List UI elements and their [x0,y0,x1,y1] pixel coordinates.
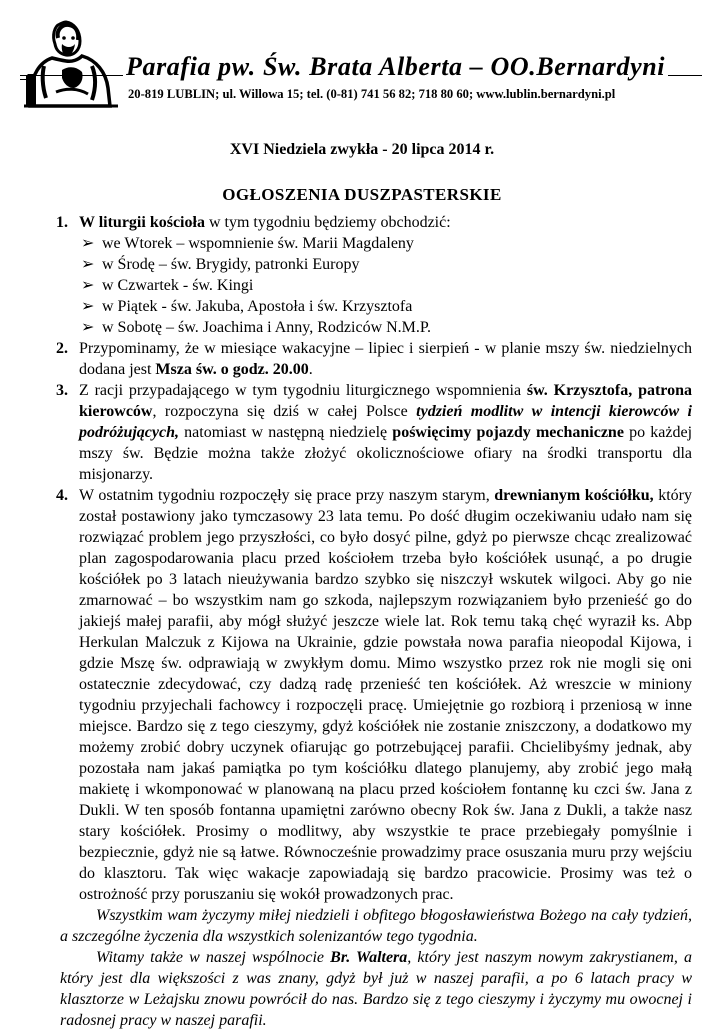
item-2-text-end: . [308,361,313,378]
announcements-title: OGŁOSZENIA DUSZPASTERSKIE [222,185,502,204]
parish-title: Parafia pw. Św. Brata Alberta – OO.Bernardyni [123,52,668,82]
feast-text: w Piątek - św. Jakuba, Apostoła i św. Krzysztofa [102,298,413,315]
item-3-prayer-week: tydzień modlitw w intencji kierowców i podróżujących, [79,403,692,441]
feast-text: we Wtorek – wspomnienie św. Marii Magdaleny [102,235,414,252]
arrow-bullet-icon: ➢ [81,277,95,294]
feast-list-item [60,317,692,338]
item-2-text: Przypominamy, że w miesiące wakacyjne – lipiec i sierpień - w planie mszy św. niedzielnych dodana jest [79,340,692,378]
letterhead [0,0,724,112]
feast-text: w Środę – św. Brygidy, patronki Europy [102,256,360,273]
item-1-lead: W liturgii kościoła [79,214,205,231]
item-3-text: , rozpoczyna się dziś w całej Polsce [152,403,417,420]
feast-list-item [60,296,692,317]
announcement-item-4 [56,485,693,905]
item-number: 1. [56,214,68,231]
feast-list-item [60,233,692,254]
item-3-text: po każdej mszy św. Będzie można także złożyć okolicznościowe ofiary na środki transportu dla misjonarzy. [79,424,693,483]
announcement-item-2 [56,338,692,380]
sunday-date-heading: XVI Niedziela zwykła - 20 lipca 2014 r. [229,141,495,158]
arrow-bullet-icon: ➢ [81,319,95,336]
item-1-text: w tym tygodniu będziemy obchodzić: [204,214,451,231]
item-3-saint: św. Krzysztofa, patrona kierowców [79,382,693,420]
announcements-body [56,212,693,1031]
closing-wishes: Wszystkim wam życzymy miłej niedzieli i obfitego błogosławieństwa Bożego na cały tydzień, a szczególne życzenia dla wszystkich solenizantów tego tygodnia. [60,907,692,945]
welcome-brother-name: Br. Waltera [330,949,408,966]
item-number: 4. [56,487,68,504]
welcome-text: Witamy także w naszej wspólnocie [96,949,331,966]
arrow-bullet-icon: ➢ [81,298,95,315]
arrow-bullet-icon: ➢ [81,235,95,252]
welcome-text: , który jest naszym nowym zakrystianem, a który jest dla większości z was znany, gdyż był już w naszej parafii, a po 6 latach pracy w klasztorze w Leżajsku znowu powrócił do nas. Bardzo się z tego cieszymy i życzymy mu owocnej i radosnej pracy w naszej parafii. [60,949,693,1029]
item-4-text: W ostatnim tygodniu rozpoczęły się prace przy naszym starym, [79,487,495,504]
item-4-wooden-church: drewnianym kościółku, [494,487,654,504]
brother-albert-portrait-icon [22,14,122,110]
item-2-mass-time: Msza św. o godz. 20.00 [155,361,309,378]
feast-list-item [60,275,692,296]
item-number: 2. [56,340,68,357]
feast-text: w Czwartek - św. Kingi [102,277,254,294]
item-3-vehicle-blessing: poświęcimy pojazdy mechaniczne [392,424,624,441]
feast-list-item [60,254,692,275]
parish-address: 20-819 LUBLIN; ul. Willowa 15; tel. (0-81) 741 56 82; 718 80 60; www.lublin.bernardyni.pl [128,87,616,101]
feast-text: w Sobotę – św. Joachima i Anny, Rodziców N.M.P. [102,319,432,336]
announcement-item-1 [56,212,692,233]
item-4-text: który został postawiony jako tymczasowy 23 lata temu. Po dość długim oczekiwaniu udało nam się rozwiązać problem jego przyszłości, co było dosyć pilne, gdyż po pierwsze chcąc zrealizować plan zagospodarowania placu przed kościołem trzeba było kościółek usunąć, a po drugie kościółek po 3 latach nieużywania bardzo szybko się niszczył wskutek wilgoci. Aby go nie zmarnować – bo wszystkim nam go szkoda, najlepszym rozwiązaniem było przenieść go do jakiejś małej parafii, aby mógł służyć jeszcze wiele lat. Rok temu taką chęć wyraził ks. Abp Herkulan Malczuk z Kijowa na Ukrainie, gdzie powstała nowa parafia nieopodal Kijowa, i gdzie Mszę św. odprawiają w zwykłym domu. Mimo wszystko przez rok nie mogli się oni ostatecznie zdecydować, czy dadzą radę przenieść ten kościółek. Aż wreszcie w miniony tygodniu przyjechali fachowcy i rozpoczęli pracę. Umiejętnie go rozbiorą i przeniosą w inne miejsce. Bardzo się z tego cieszymy, gdyż kościółek nie zostanie zniszczony, a dodatkowo my możemy zrobić dobry uczynek ofiarując go potrzebującej parafii. Chcielibyśmy jednak, aby pozostała nam jakaś pamiątka po tym kościółku dlatego planujemy, aby zrobić jego małą makietę i wkomponować w planowaną na placu przed kościołem fontannę ku czci św. Jana z Dukli. W ten sposób fontanna upamiętni zarówno obecny Rok św. Jana z Dukli, a także nasz stary kościółek. Prosimy o modlitwy, aby wszystkie te prace przebiegały pomyślnie i bezpiecznie, gdyż nie są łatwe. Równocześnie prowadzimy prace osuszania muru przy wejściu do klasztoru. Tak więc wakacje zapowiadają się bardzo pracowicie. Prosimy was też o ostrożność przy poruszaniu się wokół prowadzonych prac. [79,487,693,903]
arrow-bullet-icon: ➢ [81,256,95,273]
item-3-text: natomiast w następną niedzielę [179,424,393,441]
item-number: 3. [56,382,68,399]
announcement-item-3 [56,380,693,485]
item-3-text: Z racji przypadającego w tym tygodniu liturgicznego wspomnienia [79,382,527,399]
closing-welcome [60,947,692,1031]
letterhead-rule-short [20,79,34,80]
